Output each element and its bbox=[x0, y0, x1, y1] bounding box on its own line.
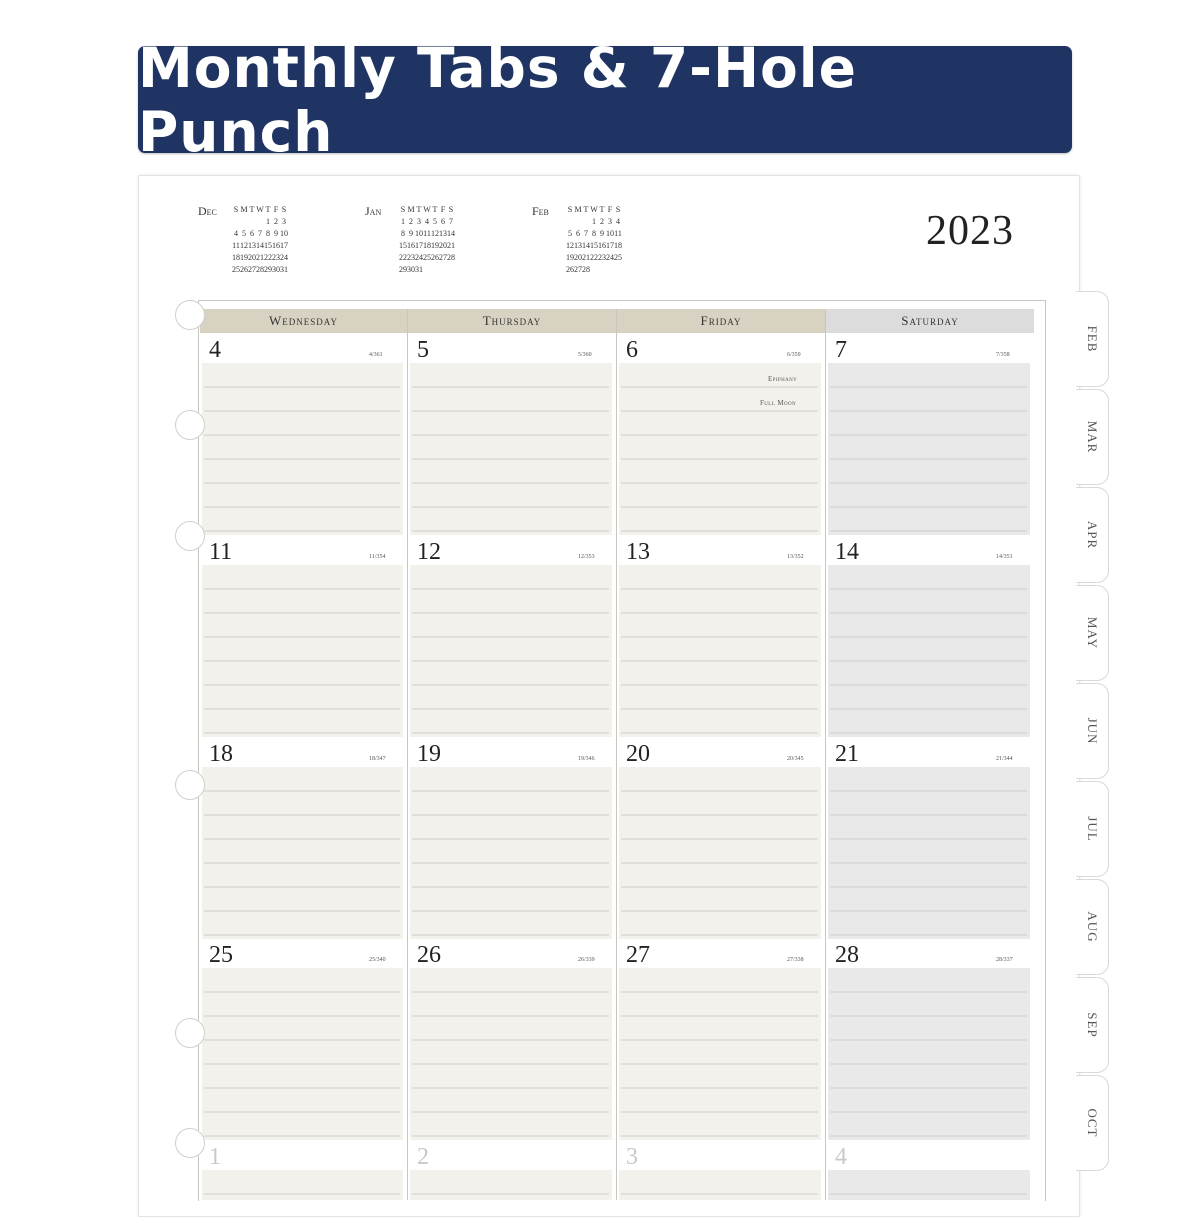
writing-lines bbox=[410, 565, 612, 737]
writing-lines bbox=[202, 565, 403, 737]
writing-lines bbox=[410, 968, 612, 1140]
writing-lines bbox=[410, 767, 612, 939]
weekday-initial: M bbox=[240, 205, 248, 214]
mini-calendar-day: 15 bbox=[399, 241, 407, 250]
weekday-initial: T bbox=[265, 205, 271, 214]
day-of-year: 5/360 bbox=[578, 352, 592, 358]
day-number: 18 bbox=[209, 741, 233, 767]
writing-lines bbox=[410, 1170, 612, 1200]
tab-label: SEP bbox=[1085, 1012, 1100, 1038]
mini-calendar-day: 23 bbox=[407, 253, 415, 262]
day-number: 26 bbox=[417, 942, 441, 968]
column-divider bbox=[407, 309, 408, 1200]
mini-calendar-day: 12 bbox=[431, 229, 439, 238]
mini-calendar-month: Dec bbox=[198, 204, 217, 218]
writing-lines bbox=[619, 1170, 821, 1200]
mini-calendar-day: 21 bbox=[582, 253, 590, 262]
day-of-year: 11/354 bbox=[369, 554, 386, 560]
mini-calendar-day: 20 bbox=[574, 253, 582, 262]
writing-lines bbox=[202, 363, 403, 535]
mini-calendar-day: 17 bbox=[280, 241, 288, 250]
mini-calendar-day: 15 bbox=[590, 241, 598, 250]
mini-calendar-day: 13 bbox=[439, 229, 447, 238]
day-of-year: 26/339 bbox=[578, 957, 595, 963]
weekday-initial: W bbox=[423, 205, 431, 214]
day-of-year: 14/351 bbox=[996, 554, 1013, 560]
mini-calendar-day: 22 bbox=[264, 253, 272, 262]
mini-calendar-table bbox=[232, 204, 288, 276]
day-number: 25 bbox=[209, 942, 233, 968]
mini-calendar-day: 22 bbox=[399, 253, 407, 262]
mini-calendar-header-row bbox=[232, 204, 288, 216]
mini-calendar-day: 6 bbox=[250, 229, 254, 238]
day-of-year: 7/358 bbox=[996, 352, 1010, 358]
tab-jul[interactable] bbox=[1076, 781, 1109, 877]
mini-calendar-day: 5 bbox=[433, 217, 437, 226]
mini-calendar-day: 15 bbox=[264, 241, 272, 250]
tab-may[interactable] bbox=[1076, 585, 1109, 681]
day-number: 27 bbox=[626, 942, 650, 968]
mini-calendar-week bbox=[399, 264, 455, 276]
weekday-initial: T bbox=[416, 205, 422, 214]
mini-calendar-month: Jan bbox=[365, 204, 382, 218]
mini-calendar-day bbox=[574, 216, 582, 228]
mini-calendar-day bbox=[566, 216, 574, 228]
mini-calendar-day: 18 bbox=[423, 241, 431, 250]
day-writing-area[interactable] bbox=[410, 363, 612, 535]
mini-calendar-day: 12 bbox=[566, 241, 574, 250]
day-writing-area[interactable] bbox=[828, 767, 1030, 939]
mini-calendar-day: 6 bbox=[441, 217, 445, 226]
tab-label: APR bbox=[1085, 520, 1100, 550]
tab-label: MAY bbox=[1085, 616, 1100, 650]
mini-calendar-day: 10 bbox=[280, 229, 288, 238]
mini-calendar-day: 13 bbox=[248, 241, 256, 250]
day-writing-area[interactable] bbox=[410, 968, 612, 1140]
mini-calendar-day: 29 bbox=[264, 265, 272, 274]
mini-calendar-day: 24 bbox=[280, 253, 288, 262]
writing-lines bbox=[619, 968, 821, 1140]
monthly-tabs bbox=[1076, 283, 1114, 1203]
mini-calendar-week bbox=[566, 228, 622, 240]
mini-calendar-day: 28 bbox=[582, 265, 590, 274]
mini-calendar-day: 27 bbox=[248, 265, 256, 274]
mini-calendar-day: 19 bbox=[240, 253, 248, 262]
mini-calendar-week bbox=[566, 252, 622, 264]
mini-calendar-day bbox=[606, 264, 614, 276]
mini-calendar-day: 22 bbox=[590, 253, 598, 262]
mini-calendar-day: 4 bbox=[234, 229, 238, 238]
day-writing-area[interactable] bbox=[619, 1170, 821, 1200]
day-of-year: 6/359 bbox=[787, 352, 801, 358]
day-writing-area[interactable] bbox=[202, 968, 403, 1140]
mini-calendar-day: 27 bbox=[439, 253, 447, 262]
day-writing-area[interactable] bbox=[619, 565, 821, 737]
weekday-initial: S bbox=[400, 205, 406, 214]
tab-label: JUN bbox=[1085, 717, 1100, 745]
weekday-initial: W bbox=[256, 205, 264, 214]
mini-calendar-week bbox=[232, 264, 288, 276]
mini-calendar-day: 29 bbox=[399, 265, 407, 274]
mini-calendar-day: 24 bbox=[606, 253, 614, 262]
day-writing-area[interactable] bbox=[619, 968, 821, 1140]
mini-calendar-day: 14 bbox=[582, 241, 590, 250]
punch-hole bbox=[175, 1128, 205, 1158]
writing-lines bbox=[202, 968, 403, 1140]
mini-calendar-day: 9 bbox=[409, 229, 413, 238]
mini-calendar-day: 6 bbox=[576, 229, 580, 238]
day-number: 13 bbox=[626, 539, 650, 565]
weekday-initial: W bbox=[590, 205, 598, 214]
tab-mar[interactable] bbox=[1076, 389, 1109, 485]
writing-lines bbox=[619, 363, 821, 535]
mini-calendar-week bbox=[232, 252, 288, 264]
weekday-initial: S bbox=[233, 205, 239, 214]
mini-calendar-day bbox=[590, 264, 598, 276]
weekday-initial: F bbox=[607, 205, 613, 214]
tab-jun[interactable] bbox=[1076, 683, 1109, 779]
mini-calendar-day: 3 bbox=[608, 217, 612, 226]
mini-calendar-day: 1 bbox=[592, 217, 596, 226]
mini-calendar-week bbox=[399, 228, 455, 240]
mini-calendar-day: 16 bbox=[407, 241, 415, 250]
mini-calendar-week bbox=[232, 216, 288, 228]
writing-lines bbox=[410, 363, 612, 535]
day-of-year: 27/338 bbox=[787, 957, 804, 963]
mini-calendar-day: 5 bbox=[242, 229, 246, 238]
mini-calendar-day: 2 bbox=[600, 217, 604, 226]
mini-calendar-day: 4 bbox=[616, 217, 620, 226]
punch-hole bbox=[175, 1018, 205, 1048]
tab-label: AUG bbox=[1085, 911, 1100, 943]
day-header-saturday: Saturday bbox=[826, 309, 1034, 333]
day-of-year: 21/344 bbox=[996, 756, 1013, 762]
mini-calendar-day: 19 bbox=[431, 241, 439, 250]
day-writing-area[interactable] bbox=[202, 363, 403, 535]
day-of-year: 20/345 bbox=[787, 756, 804, 762]
mini-calendar-week bbox=[566, 216, 622, 228]
mini-calendar-day bbox=[614, 264, 622, 276]
mini-calendar-week bbox=[232, 240, 288, 252]
column-divider bbox=[825, 309, 826, 1200]
mini-calendar-day: 30 bbox=[407, 265, 415, 274]
mini-calendar-day: 13 bbox=[574, 241, 582, 250]
mini-calendar-day bbox=[232, 216, 240, 228]
mini-calendar-day: 3 bbox=[417, 217, 421, 226]
day-writing-area[interactable] bbox=[619, 767, 821, 939]
mini-calendar-day: 23 bbox=[598, 253, 606, 262]
mini-calendar-day: 26 bbox=[566, 265, 574, 274]
writing-lines bbox=[828, 1170, 1030, 1200]
day-writing-area[interactable] bbox=[410, 767, 612, 939]
weekday-initial: S bbox=[281, 205, 287, 214]
day-header-thursday: Thursday bbox=[408, 309, 616, 333]
mini-calendar-table bbox=[566, 204, 622, 276]
day-writing-area[interactable] bbox=[410, 565, 612, 737]
mini-calendar-day: 20 bbox=[439, 241, 447, 250]
mini-calendar-month: Feb bbox=[532, 204, 549, 218]
mini-calendar-day: 11 bbox=[614, 229, 622, 238]
tab-label: MAR bbox=[1085, 420, 1100, 454]
banner-title: Monthly Tabs & 7-Hole Punch bbox=[138, 35, 857, 164]
mini-calendar-day: 7 bbox=[449, 217, 453, 226]
mini-calendar-day: 25 bbox=[232, 265, 240, 274]
mini-calendar-day: 8 bbox=[401, 229, 405, 238]
weekday-initial: T bbox=[249, 205, 255, 214]
day-writing-area[interactable] bbox=[828, 1170, 1030, 1200]
day-of-year: 25/340 bbox=[369, 957, 386, 963]
day-writing-area[interactable] bbox=[828, 363, 1030, 535]
mini-calendar-day: 28 bbox=[256, 265, 264, 274]
day-number: 14 bbox=[835, 539, 859, 565]
day-writing-area[interactable] bbox=[202, 1170, 403, 1200]
event-epiphany: Epiphany bbox=[768, 375, 798, 383]
writing-lines bbox=[828, 363, 1030, 535]
mini-calendar-day: 17 bbox=[606, 241, 614, 250]
day-number: 21 bbox=[835, 741, 859, 767]
weekday-initial: S bbox=[615, 205, 621, 214]
tab-label: JUL bbox=[1085, 816, 1100, 842]
mini-calendar-day: 18 bbox=[232, 253, 240, 262]
tab-feb[interactable] bbox=[1076, 291, 1109, 387]
mini-calendar-day: 24 bbox=[415, 253, 423, 262]
day-of-year: 4/361 bbox=[369, 352, 383, 358]
year-label: 2023 bbox=[926, 208, 1014, 254]
day-number: 19 bbox=[417, 741, 441, 767]
day-number: 28 bbox=[835, 942, 859, 968]
punch-hole bbox=[175, 770, 205, 800]
day-writing-area[interactable] bbox=[410, 1170, 612, 1200]
mini-calendar-day: 25 bbox=[614, 253, 622, 262]
mini-calendar-week bbox=[566, 264, 622, 276]
day-of-year: 19/346 bbox=[578, 756, 595, 762]
writing-lines bbox=[619, 565, 821, 737]
mini-calendar-week bbox=[566, 240, 622, 252]
mini-calendar-day: 12 bbox=[240, 241, 248, 250]
mini-calendar-day: 23 bbox=[272, 253, 280, 262]
weekday-initial: M bbox=[407, 205, 415, 214]
mini-calendar-day bbox=[439, 264, 447, 276]
mini-calendar-day: 21 bbox=[447, 241, 455, 250]
writing-lines bbox=[828, 565, 1030, 737]
day-number: 7 bbox=[835, 337, 847, 363]
tab-label: OCT bbox=[1085, 1108, 1100, 1138]
mini-calendar-day: 8 bbox=[266, 229, 270, 238]
mini-calendar-day: 18 bbox=[614, 241, 622, 250]
mini-calendar-day: 2 bbox=[274, 217, 278, 226]
weekday-initial: T bbox=[599, 205, 605, 214]
punch-hole bbox=[175, 410, 205, 440]
mini-calendar-day: 16 bbox=[598, 241, 606, 250]
mini-calendar-week bbox=[399, 240, 455, 252]
mini-calendar-day: 10 bbox=[415, 229, 423, 238]
tab-label: FEB bbox=[1085, 325, 1100, 353]
event-full-moon: Full Moon bbox=[760, 399, 797, 407]
mini-calendar-day: 28 bbox=[447, 253, 455, 262]
day-number: 11 bbox=[209, 539, 233, 565]
day-of-year: 12/353 bbox=[578, 554, 595, 560]
mini-calendar-day: 16 bbox=[272, 241, 280, 250]
mini-calendar-day: 8 bbox=[592, 229, 596, 238]
tab-oct[interactable] bbox=[1076, 1075, 1109, 1171]
mini-calendar-day: 19 bbox=[566, 253, 574, 262]
day-writing-area[interactable] bbox=[828, 968, 1030, 1140]
mini-calendar-day bbox=[582, 216, 590, 228]
mini-calendar-day: 17 bbox=[415, 241, 423, 250]
mini-calendar-day: 26 bbox=[240, 265, 248, 274]
day-writing-area[interactable] bbox=[619, 363, 821, 535]
writing-lines bbox=[828, 767, 1030, 939]
day-number: 3 bbox=[626, 1144, 638, 1170]
day-number: 6 bbox=[626, 337, 638, 363]
mini-calendar-day: 7 bbox=[584, 229, 588, 238]
mini-calendar-day: 27 bbox=[574, 265, 582, 274]
day-number: 12 bbox=[417, 539, 441, 565]
mini-calendar-week bbox=[399, 216, 455, 228]
mini-calendar-day bbox=[248, 216, 256, 228]
day-number: 1 bbox=[209, 1144, 221, 1170]
column-divider bbox=[616, 309, 617, 1200]
writing-lines bbox=[619, 767, 821, 939]
mini-calendar-day: 1 bbox=[401, 217, 405, 226]
mini-calendar-day: 30 bbox=[272, 265, 280, 274]
mini-calendar-header-row bbox=[566, 204, 622, 216]
mini-calendar-week bbox=[399, 252, 455, 264]
mini-calendar-day: 14 bbox=[447, 229, 455, 238]
day-number: 20 bbox=[626, 741, 650, 767]
mini-calendar-day: 9 bbox=[274, 229, 278, 238]
mini-calendar-day: 10 bbox=[606, 229, 614, 238]
mini-calendar-day: 5 bbox=[568, 229, 572, 238]
weekday-initial: T bbox=[432, 205, 438, 214]
mini-calendar-day: 26 bbox=[431, 253, 439, 262]
tab-sep[interactable] bbox=[1076, 977, 1109, 1073]
mini-calendar-day bbox=[447, 264, 455, 276]
day-header-wednesday: Wednesday bbox=[200, 309, 407, 333]
mini-calendar-day: 31 bbox=[280, 265, 288, 274]
title-banner bbox=[138, 35, 1072, 164]
weekday-initial: F bbox=[440, 205, 446, 214]
punch-hole bbox=[175, 521, 205, 551]
mini-calendar-day bbox=[240, 216, 248, 228]
tab-aug[interactable] bbox=[1076, 879, 1109, 975]
day-number: 2 bbox=[417, 1144, 429, 1170]
weekday-initial: F bbox=[273, 205, 279, 214]
writing-lines bbox=[202, 1170, 403, 1200]
day-of-year: 18/347 bbox=[369, 756, 386, 762]
mini-calendar-day bbox=[598, 264, 606, 276]
mini-calendar-day: 11 bbox=[423, 229, 431, 238]
weekday-initial: T bbox=[583, 205, 589, 214]
day-writing-area[interactable] bbox=[828, 565, 1030, 737]
day-number: 5 bbox=[417, 337, 429, 363]
punch-hole bbox=[175, 300, 205, 330]
mini-calendar-day: 31 bbox=[415, 265, 423, 274]
mini-calendar-day: 7 bbox=[258, 229, 262, 238]
weekday-initial: S bbox=[567, 205, 573, 214]
writing-lines bbox=[828, 968, 1030, 1140]
mini-calendar-day: 3 bbox=[282, 217, 286, 226]
mini-calendar-day: 2 bbox=[409, 217, 413, 226]
mini-calendar-day: 20 bbox=[248, 253, 256, 262]
day-of-year: 28/337 bbox=[996, 957, 1013, 963]
mini-calendar-table bbox=[399, 204, 455, 276]
mini-calendar-day bbox=[423, 264, 431, 276]
day-number: 4 bbox=[209, 337, 221, 363]
mini-calendar-header-row bbox=[399, 204, 455, 216]
tab-apr[interactable] bbox=[1076, 487, 1109, 583]
weekday-initial: M bbox=[574, 205, 582, 214]
mini-calendar-day: 25 bbox=[423, 253, 431, 262]
writing-lines bbox=[202, 767, 403, 939]
day-number: 4 bbox=[835, 1144, 847, 1170]
mini-calendar-day: 21 bbox=[256, 253, 264, 262]
day-of-year: 13/352 bbox=[787, 554, 804, 560]
mini-calendar-day: 1 bbox=[266, 217, 270, 226]
mini-calendar-day bbox=[431, 264, 439, 276]
day-header-friday: Friday bbox=[617, 309, 825, 333]
mini-calendar-day bbox=[256, 216, 264, 228]
day-writing-area[interactable] bbox=[202, 767, 403, 939]
day-writing-area[interactable] bbox=[202, 565, 403, 737]
mini-calendar-day: 9 bbox=[600, 229, 604, 238]
mini-calendar-week bbox=[232, 228, 288, 240]
mini-calendar-day: 14 bbox=[256, 241, 264, 250]
mini-calendar-day: 4 bbox=[425, 217, 429, 226]
weekday-initial: S bbox=[448, 205, 454, 214]
mini-calendar-day: 11 bbox=[232, 241, 240, 250]
